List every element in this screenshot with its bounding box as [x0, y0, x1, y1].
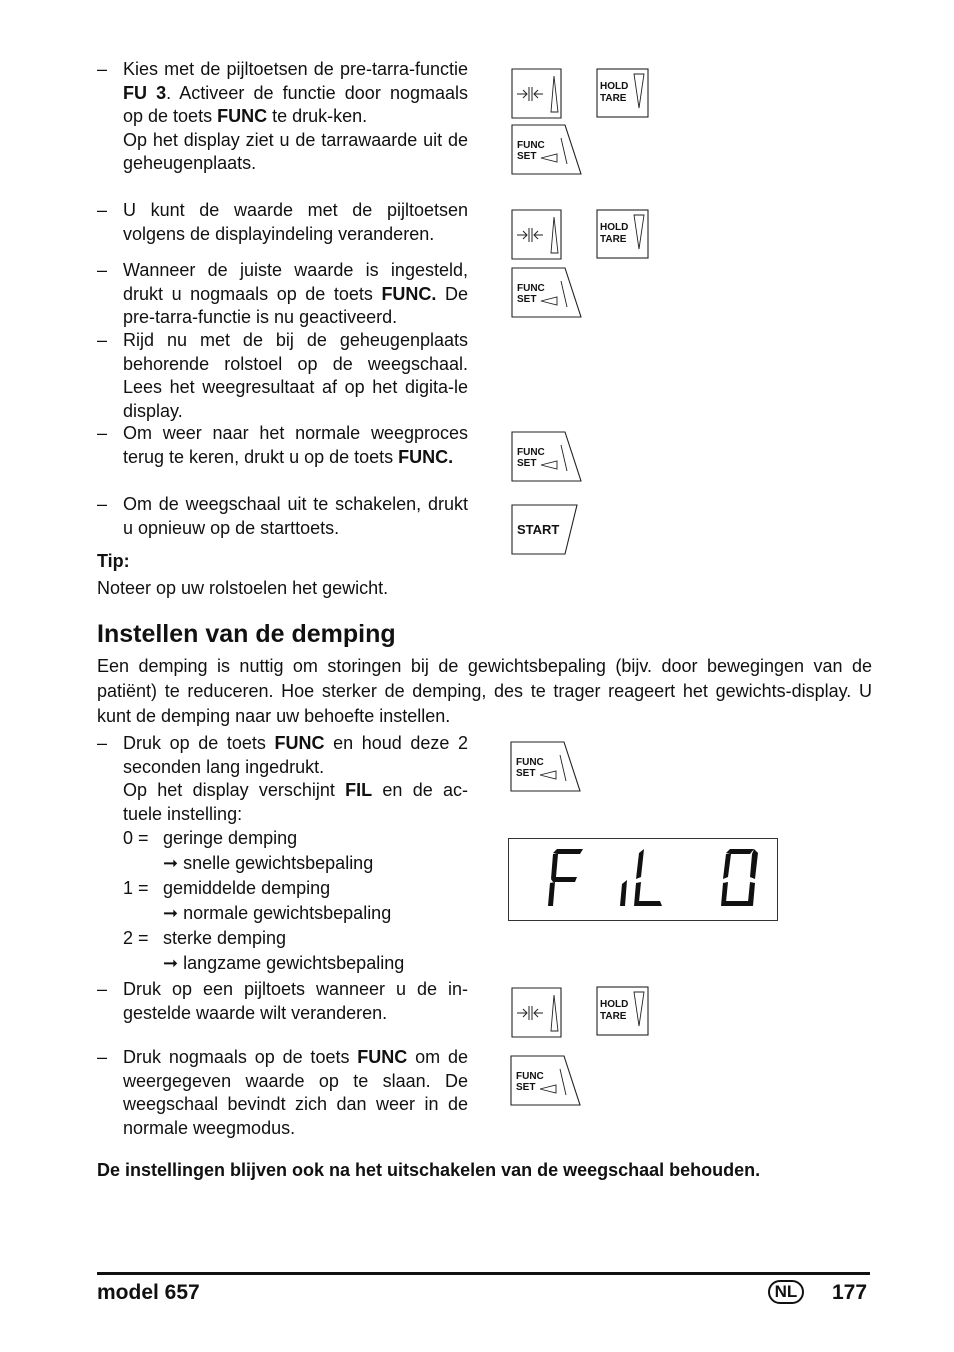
- func-label: FUNC: [517, 283, 545, 294]
- damping-level: [123, 876, 483, 901]
- func-set-key-icon: [511, 124, 583, 176]
- hold-tare-key-icon: [596, 986, 650, 1036]
- bullet-dash: –: [97, 979, 108, 999]
- section-title: Instellen van de demping: [97, 620, 396, 648]
- damping-level-label: geringe demping: [163, 828, 298, 848]
- damping-level-label: sterke demping: [163, 928, 287, 948]
- damping-level: [123, 826, 483, 851]
- footer-divider: [97, 1272, 870, 1275]
- hold-label: HOLD: [600, 222, 629, 233]
- list-item: [97, 978, 468, 1025]
- bullet-dash: –: [97, 260, 108, 280]
- list-item: [97, 1046, 468, 1140]
- hold-tare-key-icon: [596, 209, 650, 259]
- set-label: SET: [517, 151, 537, 162]
- lcd-display: [508, 838, 778, 921]
- list-item: [97, 58, 468, 176]
- list-item-text: Om weer naar het normale weegproces terug te keren, drukt u op de toets FUNC.: [123, 423, 468, 467]
- tip-label: Tip:: [97, 551, 130, 571]
- language-badge: NL: [768, 1280, 804, 1304]
- damping-level-effect: ➞ langzame gewichtsbepaling: [163, 953, 405, 973]
- arrow-key-icon: [511, 987, 565, 1039]
- lcd-char-f: [548, 849, 583, 906]
- func-set-key-icon: [510, 1055, 582, 1107]
- tare-label: TARE: [600, 93, 627, 104]
- tare-label: TARE: [600, 234, 627, 245]
- bullet-dash: –: [97, 1047, 108, 1067]
- hold-tare-key-icon: [596, 68, 650, 118]
- arrow-key-icon: [511, 209, 565, 261]
- func-label: FUNC: [517, 140, 545, 151]
- list-item: [97, 422, 468, 469]
- lcd-char-0: [721, 849, 758, 906]
- set-label: SET: [516, 1082, 536, 1093]
- damping-level-effect: ➞ snelle gewichtsbepaling: [163, 853, 374, 873]
- list-item-extra: Op het display ziet u de tarrawaarde uit de geheugenplaats.: [123, 129, 468, 173]
- list-item-text: Druk op de toets FUNC en houd deze 2 seconden lang ingedrukt.: [123, 733, 468, 777]
- bullet-dash: –: [97, 733, 108, 753]
- list-item-extra: Op het display verschijnt FIL en de ac-tuele instelling:: [123, 780, 468, 824]
- damping-level: [123, 926, 483, 951]
- list-item-text: U kunt de waarde met de pijltoetsen volgens de displayindeling veranderen.: [123, 200, 468, 244]
- list-item: [97, 732, 468, 826]
- damping-level-number: 2 =: [123, 928, 149, 948]
- tare-label: TARE: [600, 1011, 627, 1022]
- list-item: [97, 259, 468, 330]
- bullet-dash: –: [97, 59, 108, 79]
- start-label: START: [517, 522, 560, 537]
- list-item: [97, 493, 468, 540]
- func-set-key-icon: [510, 741, 582, 793]
- set-label: SET: [517, 294, 537, 305]
- list-item-text: Om de weegschaal uit te schakelen, drukt u opnieuw op de starttoets.: [123, 494, 468, 538]
- arrow-key-icon: [511, 68, 565, 120]
- func-set-key-icon: [511, 431, 583, 483]
- final-note: De instellingen blijven ook na het uitschakelen van de weegschaal behouden.: [97, 1160, 761, 1180]
- func-set-key-icon: [511, 267, 583, 319]
- list-item-text: Wanneer de juiste waarde is ingesteld, drukt u nogmaals op de toets FUNC. De pre-tarra-functie is nu geactiveerd.: [123, 260, 468, 327]
- set-label: SET: [516, 768, 536, 779]
- tip-text: Noteer op uw rolstoelen het gewicht.: [97, 578, 389, 598]
- hold-label: HOLD: [600, 999, 629, 1010]
- section-intro: Een demping is nuttig om storingen bij de gewichtsbepaling (bijv. door bewegingen van de patiënt) te reduceren. Hoe sterker de demping, des te trager reageert het gewichts-display. U kunt de demping naar uw behoefte instellen.: [97, 656, 872, 726]
- func-label: FUNC: [516, 757, 544, 768]
- start-key-icon: [511, 504, 581, 556]
- page-number: 177: [832, 1281, 868, 1304]
- damping-levels: [123, 826, 483, 976]
- bullet-dash: –: [97, 423, 108, 443]
- bullet-dash: –: [97, 330, 108, 350]
- list-item-text: Rijd nu met de bij de geheugenplaats behorende rolstoel op de weegschaal. Lees het weegresultaat af op het digita-le display.: [123, 330, 468, 421]
- func-label: FUNC: [516, 1071, 544, 1082]
- bullet-dash: –: [97, 494, 108, 514]
- lcd-char-i: [620, 880, 627, 906]
- list-item-text: Kies met de pijltoetsen de pre-tarra-functie FU 3. Activeer de functie door nogmaals op de toets FUNC te druk-ken.: [123, 59, 468, 126]
- func-label: FUNC: [517, 447, 545, 458]
- list-item-text: Druk op een pijltoets wanneer u de in-gestelde waarde wilt veranderen.: [123, 979, 468, 1023]
- set-label: SET: [517, 458, 537, 469]
- list-item-text: Druk nogmaals op de toets FUNC om de weergegeven waarde op te slaan. De weegschaal bevindt zich dan weer in de normale weegmodus.: [123, 1047, 468, 1138]
- footer-model: model 657: [97, 1281, 200, 1304]
- bullet-dash: –: [97, 200, 108, 220]
- damping-level-label: gemiddelde demping: [163, 878, 331, 898]
- lcd-char-l: [634, 849, 662, 906]
- damping-level-number: 0 =: [123, 828, 149, 848]
- damping-level-number: 1 =: [123, 878, 149, 898]
- list-item: [97, 329, 468, 423]
- list-item: [97, 199, 468, 246]
- damping-level-effect: ➞ normale gewichtsbepaling: [163, 903, 392, 923]
- hold-label: HOLD: [600, 81, 629, 92]
